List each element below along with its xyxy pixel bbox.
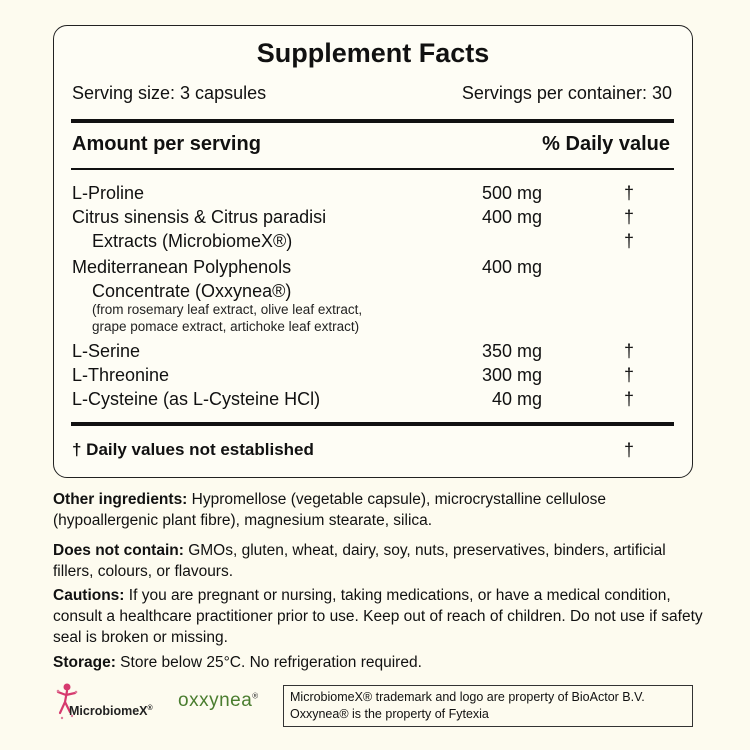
ingredient-name: Mediterranean Polyphenols bbox=[72, 257, 292, 277]
oxxynea-registered: ® bbox=[252, 691, 259, 701]
ingredient-name: L-Serine bbox=[72, 341, 141, 361]
ingredient-dv: † bbox=[624, 231, 635, 251]
daily-value-header: % Daily value bbox=[542, 133, 670, 155]
ingredient-row bbox=[72, 181, 672, 205]
ingredient-amount: 500 mg bbox=[481, 183, 542, 203]
ingredient-row bbox=[72, 229, 672, 253]
ingredient-name: L-Cysteine (as L-Cysteine HCl) bbox=[72, 389, 321, 409]
ingredient-name: Extracts (MicrobiomeX®) bbox=[92, 231, 293, 251]
ingredient-amount: 300 mg bbox=[481, 365, 542, 385]
amount-per-serving-header: Amount per serving bbox=[72, 133, 261, 155]
thick-divider bbox=[71, 119, 674, 123]
other-ingredients-text: Hypromellose (vegetable capsule), microcrystalline cellulose (hypoallergenic plant fibre), magnesium stearate, silica. bbox=[53, 491, 607, 529]
microbiomex-registered: ® bbox=[147, 704, 153, 712]
storage-text: Store below 25°C. No refrigeration required. bbox=[115, 654, 422, 671]
dv-footnote bbox=[72, 438, 672, 462]
cautions-text: If you are pregnant or nursing, taking medications, or have a medical condition, consult a healthcare practitioner prior to use. Keep out of reach of children. Do not use if safety seal is broken or missing. bbox=[53, 587, 703, 646]
storage-label: Storage: bbox=[53, 654, 116, 671]
oxxynea-logo bbox=[178, 690, 259, 712]
facts-title: Supplement Facts bbox=[256, 38, 490, 68]
microbiomex-figure-icon bbox=[53, 680, 171, 726]
trademark-line: MicrobiomeX® trademark and logo are property of BioActor B.V. bbox=[290, 690, 645, 704]
trademark-notice bbox=[283, 685, 693, 727]
ingredient-name: L-Threonine bbox=[72, 365, 170, 385]
servings-per-container: Servings per container: 30 bbox=[461, 83, 672, 103]
ingredient-dv: † bbox=[624, 365, 635, 385]
polyphenol-source-note: (from rosemary leaf extract, olive leaf extract, bbox=[92, 302, 363, 317]
ingredient-amount: 400 mg bbox=[481, 207, 542, 227]
ingredient-row bbox=[72, 363, 672, 387]
ingredient-amount: 350 mg bbox=[481, 341, 542, 361]
does-not-contain-label: Does not contain: bbox=[53, 542, 184, 559]
ingredient-name: Citrus sinensis & Citrus paradisi bbox=[72, 207, 327, 227]
does-not-contain-text: GMOs, gluten, wheat, dairy, soy, nuts, preservatives, binders, artificial fillers, colours, or flavours. bbox=[53, 542, 666, 580]
column-header-row bbox=[72, 133, 670, 156]
ingredient-name: L-Proline bbox=[72, 183, 145, 203]
ingredient-name: Concentrate (Oxxynea®) bbox=[92, 281, 292, 301]
cautions bbox=[53, 585, 703, 648]
ingredient-amount: 400 mg bbox=[481, 257, 542, 277]
ingredient-row bbox=[72, 205, 672, 229]
microbiomex-logo bbox=[53, 680, 171, 726]
serving-info bbox=[72, 83, 672, 104]
trademark-line: Oxxynea® is the property of Fytexia bbox=[290, 707, 489, 721]
ingredient-amount: 40 mg bbox=[491, 389, 542, 409]
ingredient-row bbox=[72, 279, 672, 303]
ingredient-dv: † bbox=[624, 389, 635, 409]
ingredient-dv: † bbox=[624, 341, 635, 361]
oxxynea-wordmark: oxxynea bbox=[178, 690, 253, 711]
ingredient-row bbox=[72, 255, 672, 279]
supplement-facts-panel bbox=[53, 25, 693, 478]
ingredient-dv: † bbox=[624, 183, 635, 203]
cautions-label: Cautions: bbox=[53, 587, 125, 604]
footnote-text: † Daily values not established bbox=[72, 440, 314, 459]
ingredient-dv: † bbox=[624, 207, 635, 227]
microbiomex-wordmark: MicrobiomeX bbox=[69, 704, 148, 718]
ingredient-row bbox=[72, 339, 672, 363]
storage bbox=[53, 652, 703, 673]
other-ingredients-label: Other ingredients: bbox=[53, 491, 188, 508]
ingredient-row bbox=[72, 387, 672, 411]
footnote-dagger: † bbox=[624, 440, 635, 460]
polyphenol-source-note: grape pomace extract, artichoke leaf extract) bbox=[92, 319, 360, 334]
thin-divider bbox=[71, 168, 674, 170]
other-ingredients bbox=[53, 489, 703, 531]
serving-size: Serving size: 3 capsules bbox=[72, 83, 267, 103]
thick-divider bbox=[71, 422, 674, 426]
does-not-contain bbox=[53, 540, 703, 582]
